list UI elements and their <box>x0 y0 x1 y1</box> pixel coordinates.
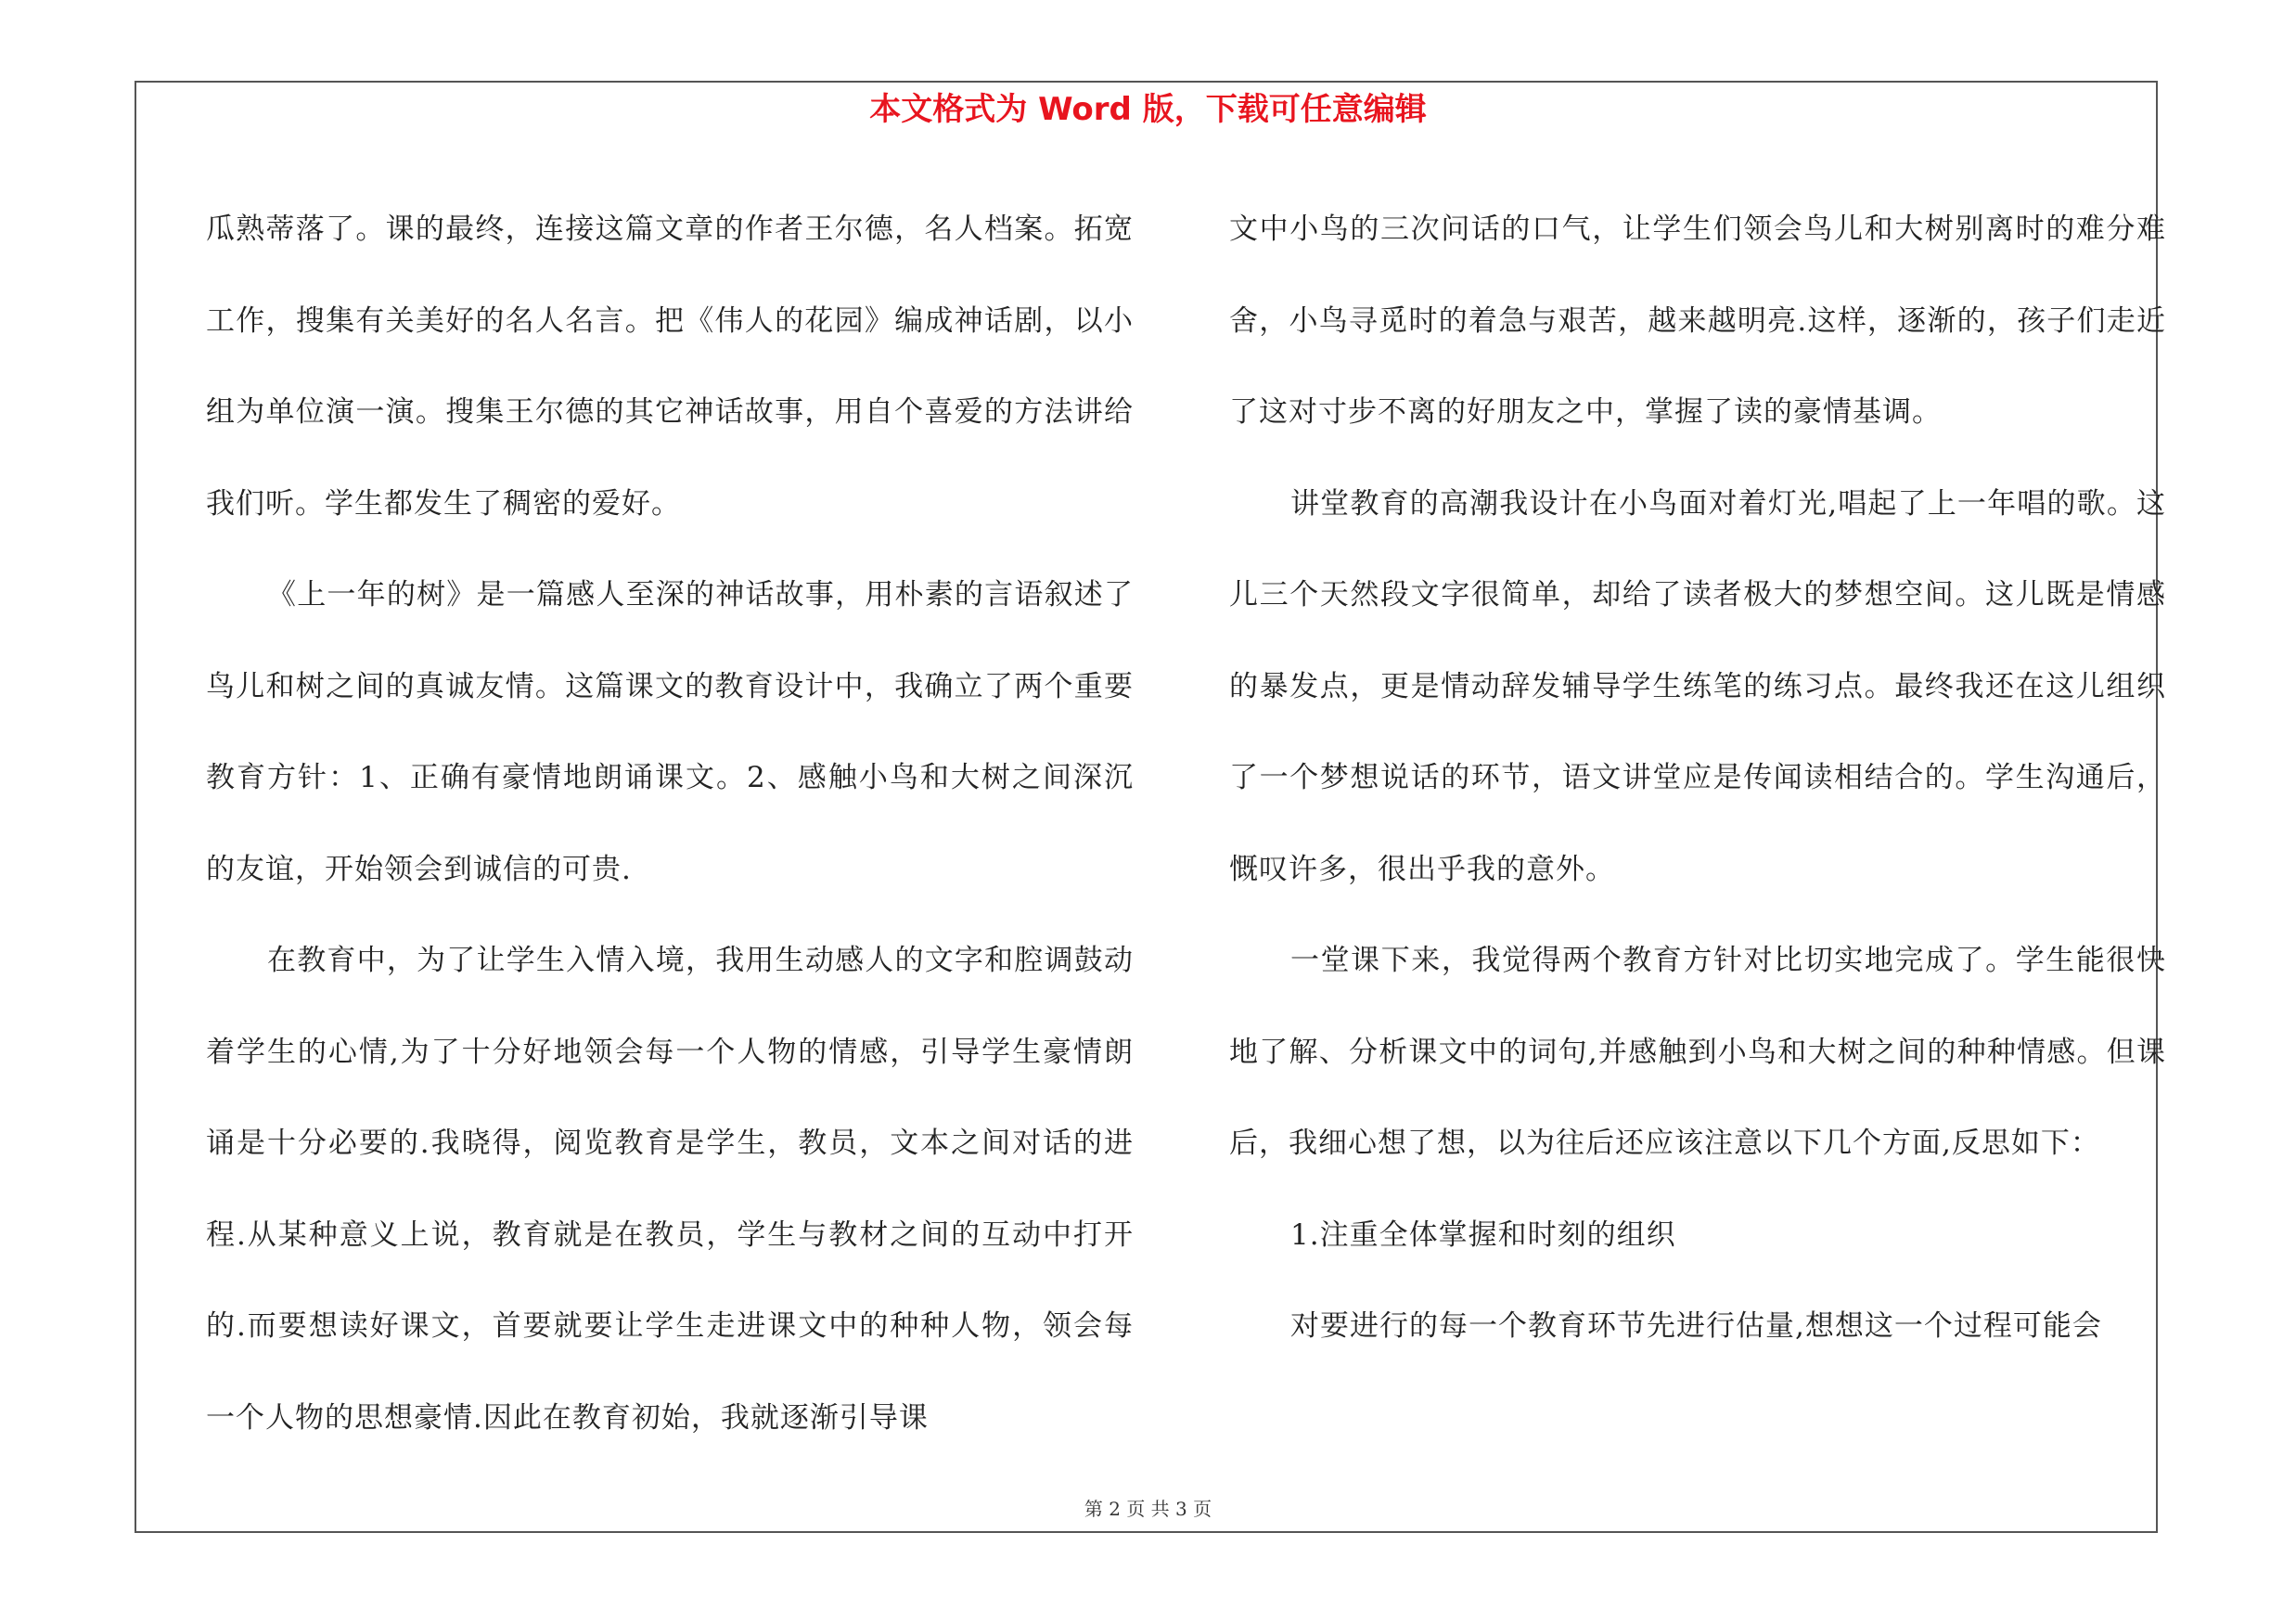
paragraph: 对要进行的每一个教育环节先进行估量,想想这一个过程可能会 <box>1290 1309 2102 1343</box>
paragraph: 瓜熟蒂落了。课的最终，连接这篇文章的作者王尔德，名人档案。拓宽工作，搜集有关美好的名人名言。把《伟人的花园》编成神话剧，以小组为单位演一演。搜集王尔德的其它神话故事，用自个喜爱的方法讲给我们听。学生都发生了稠密的爱好。 <box>206 213 1134 521</box>
paragraph: 讲堂教育的高潮我设计在小鸟面对着灯光,唱起了上一年唱的歌。这儿三个天然段文字很简单，却给了读者极大的梦想空间。这儿既是情感的暴发点，更是情动辞发辅导学生练笔的练习点。最终我还在这儿组织了一个梦想说话的环节，语文讲堂应是传闻读相结合的。学生沟通后，慨叹许多，很出乎我的意外。 <box>1229 486 2166 886</box>
paragraph: 在教育中，为了让学生入情入境，我用生动感人的文字和腔调鼓动着学生的心情,为了十分好地领会每一个人物的情感，引导学生豪情朗诵是十分必要的.我晓得，阅览教育是学生，教员，文本之间对话的进程.从某种意义上说，教育就是在教员，学生与教材之间的互动中打开的.而要想读好课文，首要就要让学生走进课文中的种种人物，领会每一个人物的思想豪情.因此在教育初始，我就逐渐引导课 <box>206 944 1134 1435</box>
left-column <box>206 184 1134 1463</box>
paragraph: 一堂课下来，我觉得两个教育方针对比切实地完成了。学生能很快地了解、分析课文中的词句,并感触到小鸟和大树之间的种种情感。但课后，我细心想了想，以为往后还应该注意以下几个方面,反思如下： <box>1229 944 2166 1160</box>
section-heading: 1.注重全体掌握和时刻的组织 <box>1290 1217 1676 1252</box>
paragraph: 《上一年的树》是一篇感人至深的神话故事，用朴素的言语叙述了鸟儿和树之间的真诚友情。这篇课文的教育设计中，我确立了两个重要教育方针：1、正确有豪情地朗诵课文。2、感触小鸟和大树之间深沉的友谊，开始领会到诚信的可贵. <box>206 578 1134 886</box>
header-notice: 本文格式为 Word 版，下载可任意编辑 <box>869 91 1427 128</box>
page-number: 第 2 页 共 3 页 <box>1084 1498 1212 1520</box>
right-column <box>1229 184 2166 1372</box>
paragraph: 文中小鸟的三次问话的口气，让学生们领会鸟儿和大树别离时的难分难舍，小鸟寻觅时的着急与艰苦，越来越明亮.这样，逐渐的，孩子们走近了这对寸步不离的好朋友之中，掌握了读的豪情基调。 <box>1229 213 2166 429</box>
